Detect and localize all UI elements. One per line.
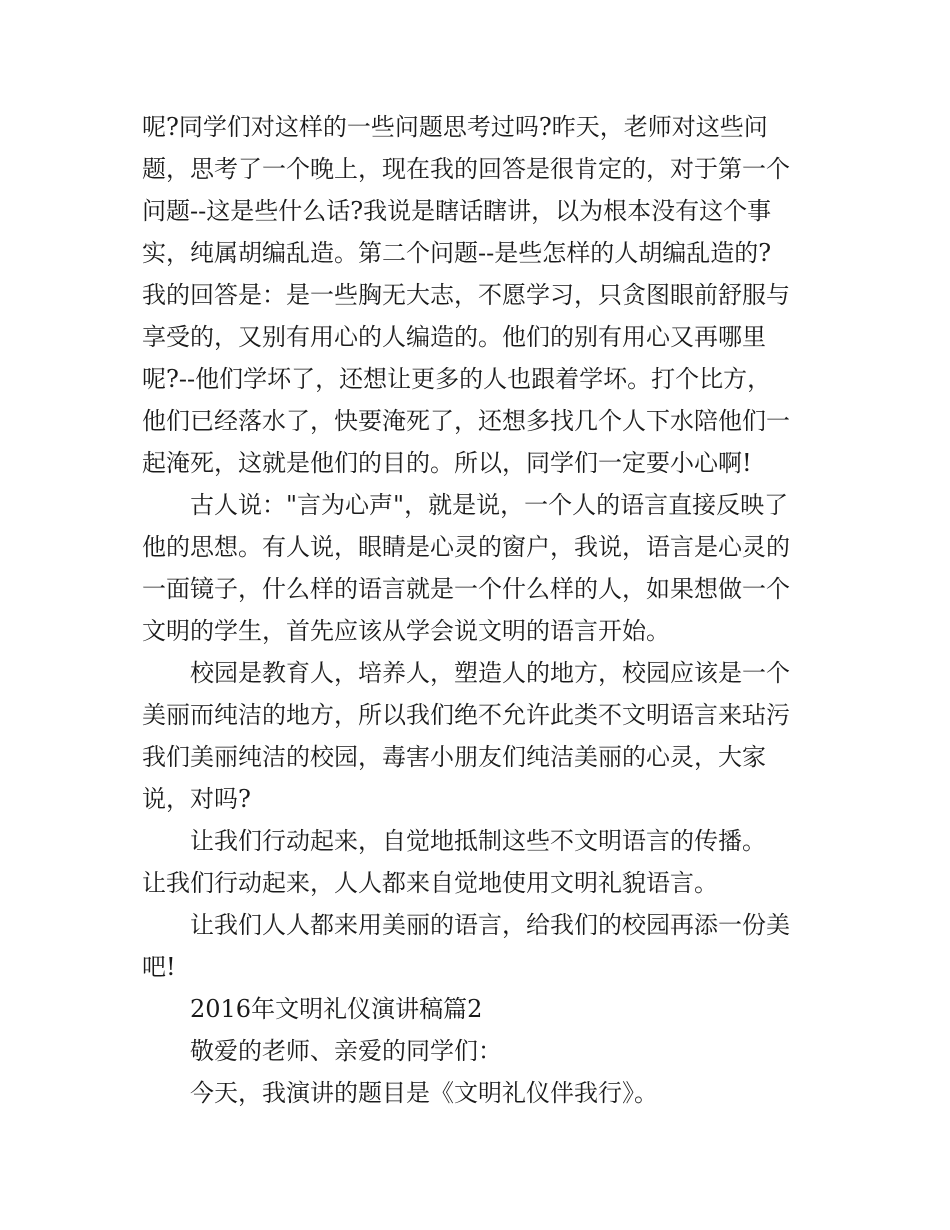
text-line: 实，纯属胡编乱造。第二个问题--是些怎样的人胡编乱造的? [142, 239, 772, 267]
paragraph-2 [142, 484, 812, 652]
text-line: 说，对吗? [142, 785, 251, 813]
paragraph-3 [142, 652, 812, 820]
text-line: 我们美丽纯洁的校园，毒害小朋友们纯洁美丽的心灵，大家 [142, 743, 766, 771]
text-line: 校园是教育人，培养人，塑造人的地方，校园应该是一个 [190, 659, 790, 687]
section-heading [142, 988, 812, 1030]
text-line: 起淹死，这就是他们的目的。所以，同学们一定要小心啊! [142, 449, 752, 477]
paragraph-1 [142, 106, 812, 484]
paragraph-4 [142, 820, 812, 904]
text-line: 敬爱的老师、亲爱的同学们： [190, 1037, 502, 1065]
text-line: 文明的学生，首先应该从学会说文明的语言开始。 [142, 617, 670, 645]
text-line: 他的思想。有人说，眼睛是心灵的窗户，我说，语言是心灵的 [142, 533, 790, 561]
text-line: 让我们行动起来，自觉地抵制这些不文明语言的传播。 [190, 827, 766, 855]
paragraph-5 [142, 904, 812, 988]
paragraph-intro [142, 1072, 812, 1114]
salutation [142, 1030, 812, 1072]
text-line: 享受的，又别有用心的人编造的。他们的别有用心又再哪里 [142, 323, 766, 351]
heading-line: 2016年文明礼仪演讲稿篇2 [190, 995, 483, 1023]
text-line: 呢?同学们对这样的一些问题思考过吗?昨天，老师对这些问 [142, 113, 768, 141]
text-line: 让我们行动起来，人人都来自觉地使用文明礼貌语言。 [142, 869, 718, 897]
text-line: 我的回答是：是一些胸无大志，不愿学习，只贪图眼前舒服与 [142, 281, 790, 309]
text-line: 让我们人人都来用美丽的语言，给我们的校园再添一份美 [190, 911, 790, 939]
text-line: 古人说："言为心声"，就是说，一个人的语言直接反映了 [190, 491, 789, 519]
text-line: 呢?--他们学坏了，还想让更多的人也跟着学坏。打个比方， [142, 365, 772, 393]
text-line: 他们已经落水了，快要淹死了，还想多找几个人下水陪他们一 [142, 407, 790, 435]
text-line: 美丽而纯洁的地方，所以我们绝不允许此类不文明语言来玷污 [142, 701, 790, 729]
text-line: 吧! [142, 953, 176, 981]
document-page [142, 106, 812, 1114]
text-line: 今天，我演讲的题目是《文明礼仪伴我行》。 [190, 1079, 658, 1107]
text-line: 问题--这是些什么话?我说是瞎话瞎讲，以为根本没有这个事 [142, 197, 772, 225]
text-line: 题，思考了一个晚上，现在我的回答是很肯定的，对于第一个 [142, 155, 790, 183]
text-line: 一面镜子，什么样的语言就是一个什么样的人，如果想做一个 [142, 575, 790, 603]
